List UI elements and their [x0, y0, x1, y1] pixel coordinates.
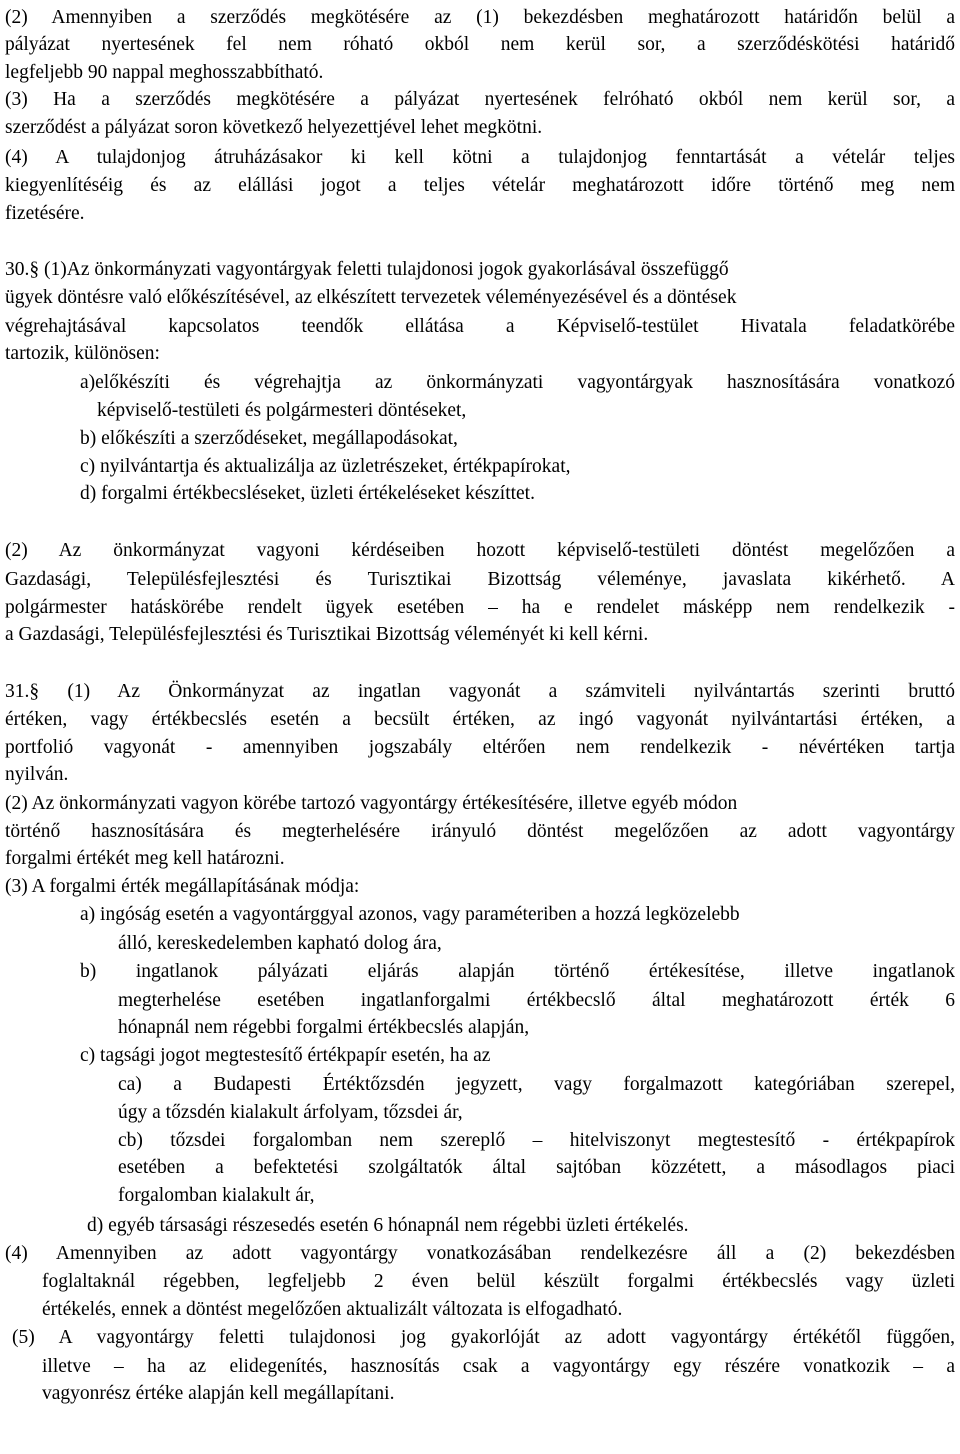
text-line: szerződést a pályázat soron következő helyezettjével lehet megkötni. [5, 117, 543, 138]
text-line: a Gazdasági, Településfejlesztési és Turisztikai Bizottság véleményét ki kell kérni. [5, 624, 649, 645]
text-line: (4) Amennyiben az adott vagyontárgy vonatkozásában rendelkezésre áll a (2) bekezdésben [5, 1243, 955, 1264]
text-line: pályázat nyertesének fel nem róható okból nem kerül sor, a szerződéskötési határidő [5, 34, 955, 55]
text-line: 30.§ (1)Az önkormányzati vagyontárgyak feletti tulajdonosi jogok gyakorlásával összefüggő [5, 259, 729, 280]
text-line: portfolió vagyonát - amennyiben jogszabály eltérően nem rendelkezik - névértéken tartja [5, 737, 955, 758]
text-line: végrehajtásával kapcsolatos teendők ellátása a Képviselő-testület Hivatala feladatkörébe [5, 316, 955, 337]
text-line: ügyek döntésre való előkészítésével, az elkészített tervezetek véleményezésével és a döntések [5, 287, 737, 308]
text-line: d) forgalmi értékbecsléseket, üzleti értékeléseket készíttet. [80, 483, 535, 504]
text-line: vagyonrész értéke alapján kell megállapítani. [42, 1383, 395, 1404]
text-line: foglaltaknál régebben, legfeljebb 2 éven belül készült forgalmi értékbecslés vagy üzleti [42, 1271, 955, 1292]
text-line: értékelés, ennek a döntést megelőzően aktualizált változata is elfogadható. [42, 1299, 623, 1320]
text-line: cb) tőzsdei forgalomban nem szereplő – hitelviszonyt megtestesítő - értékpapírok [118, 1130, 955, 1151]
text-line: d) egyéb társasági részesedés esetén 6 hónapnál nem régebbi üzleti értékelés. [87, 1215, 689, 1236]
text-line: esetében a befektetési szolgáltatók által sajtóban közzétett, a másodlagos piaci [118, 1157, 955, 1178]
text-line: a)előkészíti és végrehajtja az önkormányzati vagyontárgyak hasznosítására vonatkozó [80, 372, 955, 393]
text-line: fizetésére. [5, 203, 85, 224]
text-line: b) ingatlanok pályázati eljárás alapján történő értékesítése, illetve ingatlanok [80, 961, 955, 982]
text-line: (5) A vagyontárgy feletti tulajdonosi jog gyakorlóját az adott vagyontárgy értékétől függően, [12, 1327, 955, 1348]
text-line: (2) Amennyiben a szerződés megkötésére az (1) bekezdésben meghatározott határidőn belül a [5, 7, 955, 28]
text-line: értéken, vagy értékbecslés esetén a becsült értéken, az ingó vagyonát nyilvántartási értéken, a [5, 709, 955, 730]
text-line: kiegyenlítéséig és az elállási jogot a teljes vételár meghatározott időre történő meg nem [5, 175, 955, 196]
text-line: (3) A forgalmi érték megállapításának módja: [5, 876, 360, 897]
text-line: legfeljebb 90 nappal meghosszabbítható. [5, 62, 324, 83]
text-line: képviselő-testületi és polgármesteri döntéseket, [97, 400, 467, 421]
text-line: forgalmi értékét meg kell határozni. [5, 848, 285, 869]
text-line: tartozik, különösen: [5, 343, 160, 364]
text-line: 31.§ (1) Az Önkormányzat az ingatlan vagyonát a számviteli nyilvántartás szerinti bruttó [5, 681, 955, 702]
text-line: a) ingóság esetén a vagyontárggyal azonos, vagy paraméteriben a hozzá legközelebb [80, 904, 740, 925]
text-line: (2) Az önkormányzat vagyoni kérdéseiben hozott képviselő-testületi döntést megelőzően a [5, 540, 955, 561]
text-line: Gazdasági, Településfejlesztési és Turisztikai Bizottság véleménye, javaslata kikérhető. A [5, 569, 955, 590]
text-line: álló, kereskedelemben kapható dolog ára, [118, 933, 442, 954]
text-line: c) tagsági jogot megtestesítő értékpapír esetén, ha az [80, 1045, 491, 1066]
text-line: megterhelése esetében ingatlanforgalmi értékbecslő által meghatározott érték 6 [118, 990, 955, 1011]
text-line: polgármester hatáskörébe rendelt ügyek esetében – ha e rendelet másképp nem rendelkezik - [5, 597, 955, 618]
text-line: történő hasznosítására és megterhelésére irányuló döntést megelőzően az adott vagyontárgy [5, 821, 955, 842]
text-line: hónapnál nem régebbi forgalmi értékbecslés alapján, [118, 1017, 530, 1038]
text-line: (2) Az önkormányzati vagyon körébe tartozó vagyontárgy értékesítésére, illetve egyéb módon [5, 793, 738, 814]
text-line: c) nyilvántartja és aktualizálja az üzletrészeket, értékpapírokat, [80, 456, 571, 477]
text-line: b) előkészíti a szerződéseket, megállapodásokat, [80, 428, 458, 449]
text-line: illetve – ha az elidegenítés, hasznosítás csak a vagyontárgy egy részére vonatkozik – a [42, 1356, 955, 1377]
text-line: nyilván. [5, 764, 69, 785]
text-line: (4) A tulajdonjog átruházásakor ki kell kötni a tulajdonjog fenntartását a vételár teljes [5, 147, 955, 168]
text-line: (3) Ha a szerződés megkötésére a pályázat nyertesének felróható okból nem kerül sor, a [5, 89, 955, 110]
text-line: forgalomban kialakult ár, [118, 1185, 315, 1206]
text-line: úgy a tőzsdén kialakult árfolyam, tőzsdei ár, [118, 1102, 463, 1123]
text-line: ca) a Budapesti Értéktőzsdén jegyzett, vagy forgalmazott kategóriában szerepel, [118, 1074, 955, 1095]
